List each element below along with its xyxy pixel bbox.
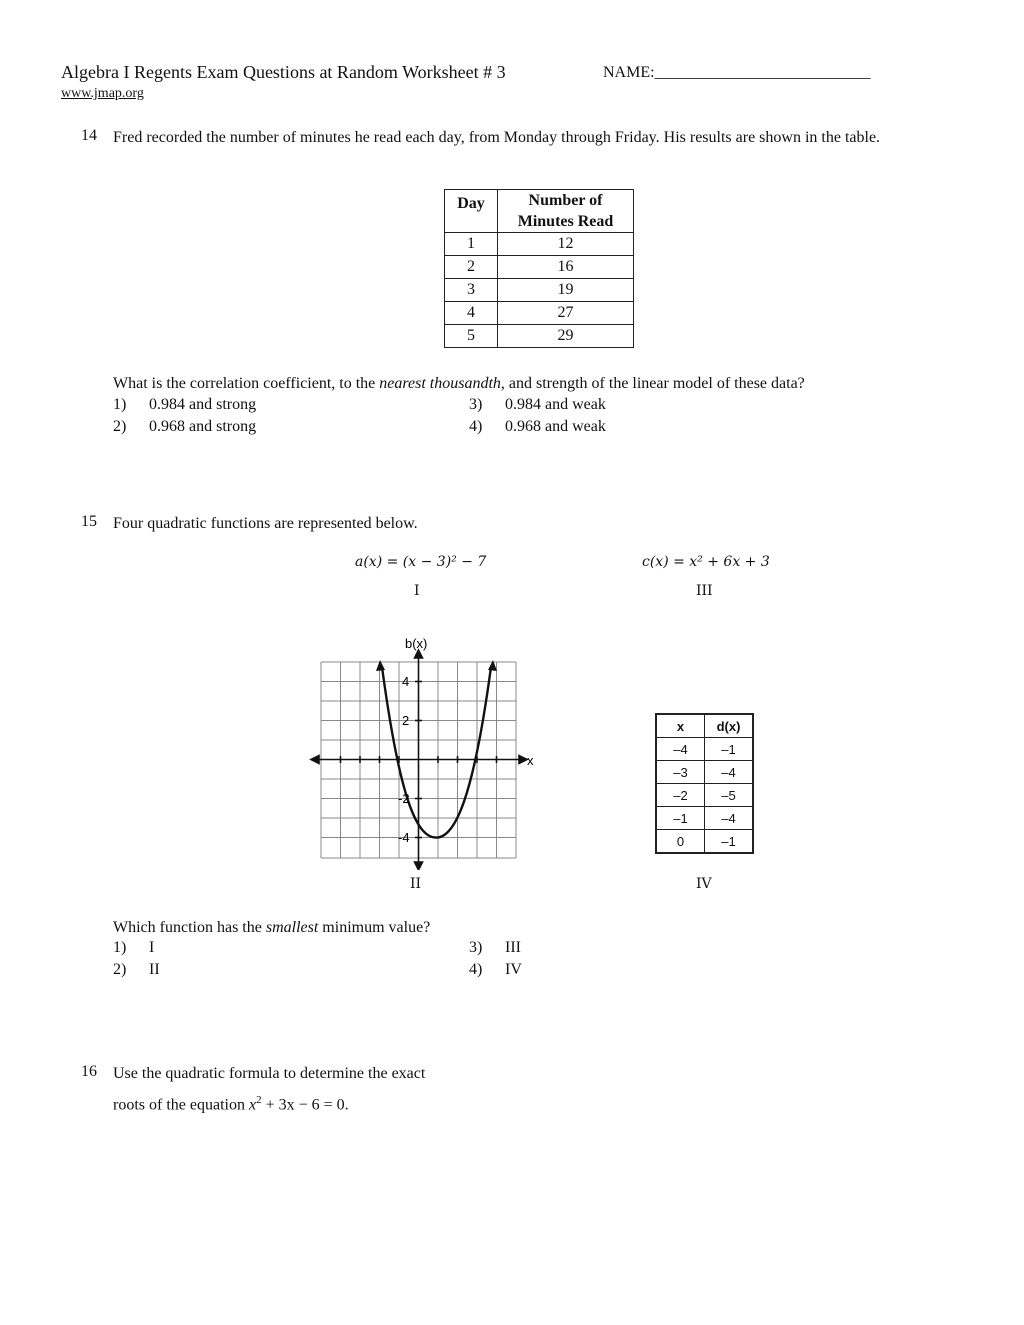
question-15-prompt: Four quadratic functions are represented below.	[113, 515, 418, 532]
q15-option-1[interactable]	[113, 939, 154, 957]
table-iv-header-x: x	[656, 714, 705, 738]
function-c-label: III	[696, 583, 713, 599]
question-14-number: 14	[81, 127, 97, 144]
function-d-label: IV	[696, 876, 712, 892]
question-15-text-a: Which function has the	[113, 919, 266, 936]
q14-option-3[interactable]	[469, 396, 606, 414]
table-iv-cell-x: –3	[656, 761, 705, 784]
table-iv-cell-x: –2	[656, 784, 705, 807]
table-cell-minutes: 12	[498, 233, 634, 256]
equation-exponent: 2	[256, 1094, 262, 1106]
graph-tick-4: 4	[402, 674, 410, 689]
question-15-emphasis: smallest	[265, 919, 319, 936]
option-number: 3)	[469, 396, 483, 413]
table-row	[656, 830, 753, 854]
table-row	[656, 761, 753, 784]
question-14-text	[113, 373, 805, 395]
table-iv-cell-d: –4	[705, 761, 754, 784]
question-14-emphasis: nearest thousandth	[379, 375, 501, 392]
function-a-label: I	[414, 583, 420, 599]
question-14-prompt: Fred recorded the number of minutes he read each day, from Monday through Friday. His results are shown in the table.	[113, 129, 881, 146]
question-16-line2	[113, 1089, 349, 1116]
equation-rest: + 3x − 6 = 0.	[261, 1096, 349, 1114]
graph-x-label: x	[527, 753, 534, 768]
table-cell-day: 4	[445, 302, 498, 325]
minutes-read-table	[444, 189, 634, 348]
table-row	[445, 279, 634, 302]
table-iv-cell-d: –1	[705, 738, 754, 761]
q15-option-4[interactable]	[469, 961, 522, 979]
option-number: 4)	[469, 961, 483, 978]
question-15-text	[113, 917, 430, 939]
question-16-line1: Use the quadratic formula to determine the exact	[113, 1065, 426, 1082]
parabola-curve	[382, 667, 491, 838]
q15-option-2[interactable]	[113, 961, 160, 979]
graph-tick-2: 2	[402, 713, 410, 728]
table-cell-day: 3	[445, 279, 498, 302]
table-row	[445, 302, 634, 325]
table-header-minutes-line1: Number of	[528, 192, 603, 209]
table-cell-day: 2	[445, 256, 498, 279]
table-row	[445, 233, 634, 256]
table-iv-cell-d: –1	[705, 830, 754, 854]
function-d-table	[655, 713, 754, 854]
option-text: 0.984 and weak	[505, 396, 606, 413]
question-14-text-b: , and strength of the linear model of these data?	[500, 375, 805, 392]
website-link[interactable]: www.jmap.org	[61, 86, 144, 101]
q15-option-3[interactable]	[469, 939, 521, 957]
question-15-number: 15	[81, 513, 97, 530]
question-15-text-b: minimum value?	[318, 919, 431, 936]
table-header-minutes-line2: Minutes Read	[517, 213, 614, 230]
table-cell-minutes: 29	[498, 325, 634, 348]
graph-y-label: b(x)	[405, 636, 428, 651]
table-cell-minutes: 19	[498, 279, 634, 302]
table-iv-cell-d: –4	[705, 807, 754, 830]
question-16-number: 16	[81, 1063, 97, 1080]
table-iv-header-dx: d(x)	[705, 714, 754, 738]
equation-variable: x	[248, 1096, 257, 1114]
table-iv-cell-x: 0	[656, 830, 705, 854]
worksheet-title: Algebra I Regents Exam Questions at Random Worksheet # 3	[61, 62, 506, 82]
table-row	[445, 256, 634, 279]
option-number: 4)	[469, 418, 483, 435]
option-text: 0.968 and weak	[505, 418, 606, 435]
function-c-equation: c(x) = x² + 6x + 3	[642, 554, 770, 570]
option-text: III	[505, 939, 521, 956]
table-row	[445, 325, 634, 348]
option-number: 2)	[113, 961, 127, 978]
table-cell-minutes: 16	[498, 256, 634, 279]
graph-tick-neg2: -2	[398, 791, 410, 806]
function-a-equation: a(x) = (x − 3)² − 7	[355, 554, 487, 570]
table-header-day: Day	[445, 190, 498, 233]
q14-option-2[interactable]	[113, 418, 256, 436]
table-cell-minutes: 27	[498, 302, 634, 325]
option-text: I	[149, 939, 155, 956]
table-iv-cell-d: –5	[705, 784, 754, 807]
table-row	[656, 738, 753, 761]
option-text: 0.968 and strong	[149, 418, 257, 435]
table-iv-cell-x: –4	[656, 738, 705, 761]
table-iv-cell-x: –1	[656, 807, 705, 830]
table-header-minutes	[498, 190, 634, 233]
question-16-line2-text: roots of the equation	[113, 1096, 249, 1114]
table-row	[656, 807, 753, 830]
option-text: 0.984 and strong	[149, 396, 257, 413]
graph-tick-neg4: -4	[398, 830, 410, 845]
table-cell-day: 1	[445, 233, 498, 256]
option-text: IV	[505, 961, 522, 978]
q14-option-4[interactable]	[469, 418, 606, 436]
table-row	[656, 784, 753, 807]
option-number: 1)	[113, 939, 127, 956]
graph-b-label: II	[410, 876, 422, 892]
question-14-text-a: What is the correlation coefficient, to the	[113, 375, 380, 392]
q14-option-1[interactable]	[113, 396, 256, 414]
graph-b	[305, 630, 545, 870]
option-text: II	[149, 961, 160, 978]
option-number: 1)	[113, 396, 127, 413]
option-number: 2)	[113, 418, 127, 435]
table-cell-day: 5	[445, 325, 498, 348]
option-number: 3)	[469, 939, 483, 956]
name-field-label: NAME:___________________________	[603, 64, 871, 81]
